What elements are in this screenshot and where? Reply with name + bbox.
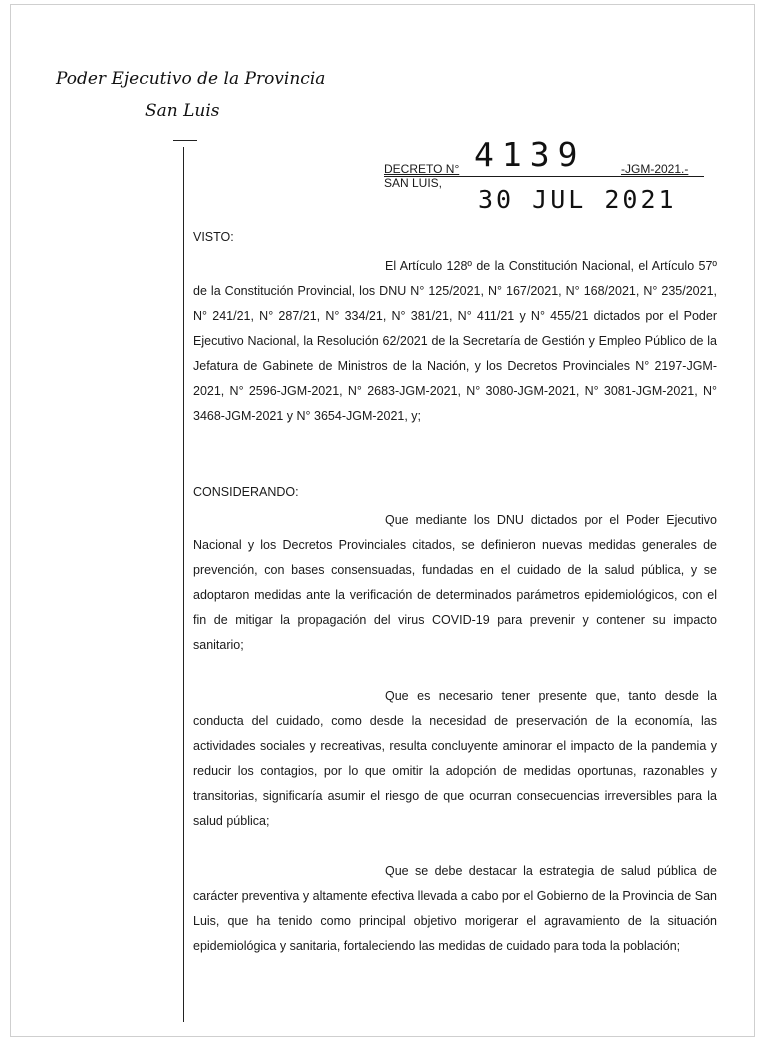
- considerando-paragraph-2: Que es necesario tener presente que, tanto desde la conducta del cuidado, como desde la necesidad de preservación de la economía, las actividades sociales y recreativas, resulta concluyente aminorar el impacto de la pandemia y reducir los contagios, por lo que omitir la adopción de medidas oportunas, razonables y transitorias, significaría asumir el riesgo de que ocurran consecuencias irreversibles para la salud pública;: [193, 689, 717, 828]
- place-label: SAN LUIS,: [384, 176, 443, 190]
- considerando-paragraph-3: Que se debe destacar la estrategia de salud pública de carácter preventiva y altamente efectiva llevada a cabo por el Gobierno de la Provincia de San Luis, que ha tenido como principal objetivo morigerar el agravamiento de la situación epidemiológica y sanitaria, fortaleciendo las medidas de cuidado para toda la población;: [193, 864, 717, 953]
- letterhead-rule: [173, 140, 197, 141]
- visto-paragraph: El Artículo 128º de la Constitución Nacional, el Artículo 57º de la Constitución Provincial, los DNU N° 125/2021, N° 167/2021, N° 168/2021, N° 235/2021, N° 241/21, N° 287/21, N° 334/21, N° 381/21, N° 411/21 y N° 455/21 dictados por el Poder Ejecutivo Nacional, la Resolución 62/2021 de la Secretaría de Gestión y Empleo Público de la Jefatura de Gabinete de Ministros de la Nación, y los Decretos Provinciales N° 2197-JGM-2021, N° 2596-JGM-2021, N° 2683-JGM-2021, N° 3080-JGM-2021, N° 3081-JGM-2021, N° 3468-JGM-2021 y N° 3654-JGM-2021, y;: [193, 259, 717, 423]
- letterhead-line-2: San Luis: [145, 101, 220, 121]
- margin-rule: [183, 147, 184, 1022]
- letterhead-line-1: Poder Ejecutivo de la Provincia: [56, 69, 326, 89]
- considerando-paragraph-1: Que mediante los DNU dictados por el Poder Ejecutivo Nacional y los Decretos Provinciales citados, se definieron nuevas medidas generales de prevención, con bases consensuadas, fundadas en el cuidado de la salud pública, y se adoptaron medidas ante la verificación de determinados parámetros epidemiológicos, con el fin de mitigar la propagación del virus COVID-19 para prevenir y contener su impacto sanitario;: [193, 513, 717, 652]
- visto-heading: VISTO:: [193, 230, 234, 244]
- date-stamp: 30 JUL 2021: [478, 185, 677, 214]
- decree-label: DECRETO N°: [384, 162, 460, 176]
- decree-suffix: -JGM-2021.-: [621, 162, 689, 176]
- decree-number: 4139: [474, 135, 586, 174]
- letterhead: [56, 68, 326, 121]
- considerando-heading: CONSIDERANDO:: [193, 485, 299, 499]
